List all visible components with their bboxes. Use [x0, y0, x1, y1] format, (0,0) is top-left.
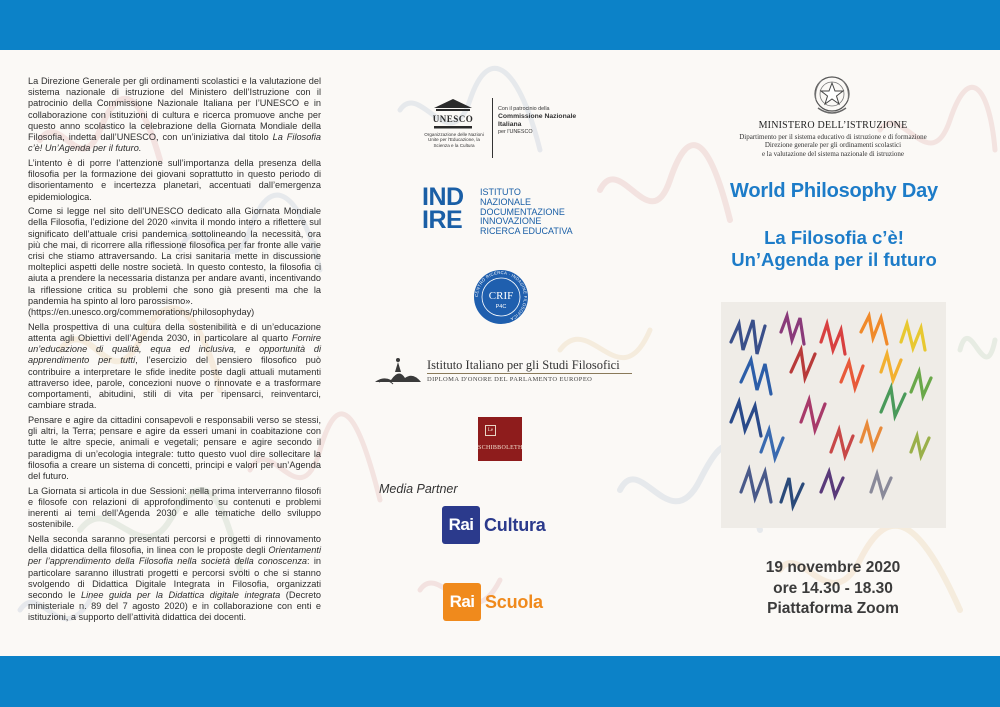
crif-logo	[472, 268, 530, 326]
event-schedule	[718, 558, 948, 620]
rai-cultura-box: Rai	[442, 506, 480, 544]
unesco-divider	[492, 98, 493, 158]
event-platform: Piattaforma Zoom	[767, 600, 899, 617]
paragraph-6: La Giornata si articola in due Sessioni: nella prima interverranno filosofi e filosofe con relazioni di approfondimento su contenuti e problemi inerenti ai temi dell’Agenda 2030 e alle tematiche dello sviluppo sostenibile.	[28, 485, 321, 530]
iisf-subtitle: DIPLOMA D'ONORE DEL PARLAMENTO EUROPEO	[427, 376, 593, 383]
indire-full-name: ISTITUTO NAZIONALE DOCUMENTAZIONE INNOVAZIONE RICERCA EDUCATIVA	[480, 187, 573, 237]
iisf-logo	[373, 352, 633, 388]
paragraph-1: La Direzione Generale per gli ordinamenti scolastici e la valutazione del sistema nazionale di istruzione del Ministero dell’Istruzione con il patrocinio della Commissione Nazionale Italiana per l’UNESCO e in collaborazione con istituzioni di cultura e ricerca promuove anche per questo anno scolastico la celebrazione della Giornata Mondiale della Filosofia, indetta dall’UNESCO, con un’iniziativa dal titolo La Filosofia c’è! Un’Agenda per il futuro.	[28, 76, 322, 154]
top-band	[0, 0, 1000, 50]
schibboleth-mark: Le	[485, 425, 496, 436]
rai-cultura-word: Cultura	[484, 515, 546, 535]
ministry-title: MINISTERO DELL’ISTRUZIONE	[758, 120, 908, 131]
event-title: World Philosophy Day	[730, 180, 938, 202]
rai-scuola-word: Scuola	[485, 592, 543, 612]
iisf-title: Istituto Italiano per gli Studi Filosofici	[427, 358, 620, 372]
ministry-departments: Dipartimento per il sistema educativo di istruzione e di formazione Direzione generale per gli ordinamenti scolastici e la valutazione del sistema nazionale di istruzione	[739, 133, 927, 158]
unesco-logo	[420, 98, 577, 160]
paragraph-3: Come si legge nel sito dell’UNESCO dedicato alla Giornata Mondiale della Filosofia, l’edizione del 2020 «invita il mondo intero a riflettere sul significato dell’attuale crisi pandemica sottolineando la necessità, ora più che mai, di ricorrere alla riflessione filosofica per far fronte alle varie crisi che stiamo attraversando. La crisi sanitaria mette in discussione molteplici aspetti delle nostre società. In questo contesto, la filosofia ci aiuta a prendere la necessaria distanza per andare avanti, incentivando la riflessione critica su problemi che sono già presenti ma che la pandemia ha spinto al loro parossismo». (https://en.unesco.org/commemorations/philosophyday)	[28, 206, 321, 318]
italian-emblem-icon	[812, 74, 852, 118]
rai-scuola-logo	[443, 583, 573, 621]
schibboleth-name: SCHIBBOLETH	[478, 445, 523, 451]
paragraph-5: Pensare e agire da cittadini consapevoli e responsabili verso se stessi, gli altri, la Terra; pensare e agire da esseri umani in coabitazione con tutte le altre specie, animali e vegetali; pensare e agire secondo il paradigma di un’ecologia integrale: tutto questo vuol dire sollecitare la filosofia a creare un sistema di concetti, principi e valori per un’Agenda del futuro.	[28, 414, 321, 481]
media-partner-label: Media Partner	[379, 482, 458, 496]
iisf-rule	[427, 373, 632, 374]
indire-wordmark: IND IRE	[422, 183, 464, 234]
event-time: ore 14.30 - 18.30	[773, 579, 893, 597]
paragraph-2: L’intento è di porre l’attenzione sull’importanza della presenza della filosofia per la formazione dei giovani soprattutto in questo periodo di disorientamento e incertezza planetari, accentuati dall’emergenza epidemiologica.	[28, 157, 321, 202]
unesco-org-name: Organizzazione delle Nazioni Unite per l'Educazione, la Scienza e la Cultura	[424, 132, 484, 148]
svg-text:CENTRO RICERCA · INDAGINE FILO: CENTRO RICERCA · INDAGINE FILOSOFICA	[473, 269, 529, 322]
unesco-link[interactable]: (https://en.unesco.org/commemorations/philosophyday)	[28, 307, 255, 318]
bottom-band	[0, 656, 1000, 707]
rai-scuola-box: Rai	[443, 583, 481, 621]
svg-text:UNESCO: UNESCO	[432, 114, 474, 124]
schibboleth-logo	[478, 417, 522, 461]
svg-text:P4C: P4C	[495, 304, 507, 310]
rai-cultura-logo	[442, 506, 572, 544]
paragraph-7: Nella seconda saranno presentati percorsi e progetti di rinnovamento della didattica della filosofia, in linea con le proposte degli Orientamenti per l’apprendimento della Filosofia nella società della conoscenza: in particolare saranno illustrati progetti e percorsi svolti o che si stanno svolgendo di Didattica Digitale Integrata in Filosofia, organizzati secondo le Linee guida per la Didattica digitale integrata (Decreto ministeriale n. 89 del 7 agosto 2020) e in collaborazione con enti e istituzioni, a supporto dell’attività didattica dei docenti.	[28, 533, 321, 623]
paragraph-4: Nella prospettiva di una cultura della sostenibilità e di un’educazione attenta agli Obiettivi dell’Agenda 2030, in particolare al quarto Fornire un’educazione di qualità, equa ed inclusiva, e opportunità di apprendimento per tutti, l’esercizio del pensiero filosofico può contribuire a interpretare le sfide inedite poste dagli attuali mutamenti attraverso idee, parole, concezioni nuove o rinnovate e a trasformare comportamenti, abitudini, stili di vita per ripensarci, reinventarci, cambiare strada.	[28, 321, 322, 411]
unesco-temple-icon	[432, 98, 474, 130]
ministry-header	[732, 120, 934, 158]
cover-painting	[721, 302, 946, 528]
event-date: 19 novembre 2020	[765, 559, 901, 576]
indire-logo	[422, 183, 592, 238]
intro-text-column	[28, 76, 321, 627]
event-subtitle: La Filosofia c’è! Un’Agenda per il futuro	[731, 227, 937, 270]
svg-text:CRIF: CRIF	[488, 290, 514, 302]
unesco-patronage: Con il patrocinio della Commissione Nazionale Italiana per l'UNESCO	[498, 106, 577, 135]
iisf-emblem-icon	[373, 354, 423, 386]
